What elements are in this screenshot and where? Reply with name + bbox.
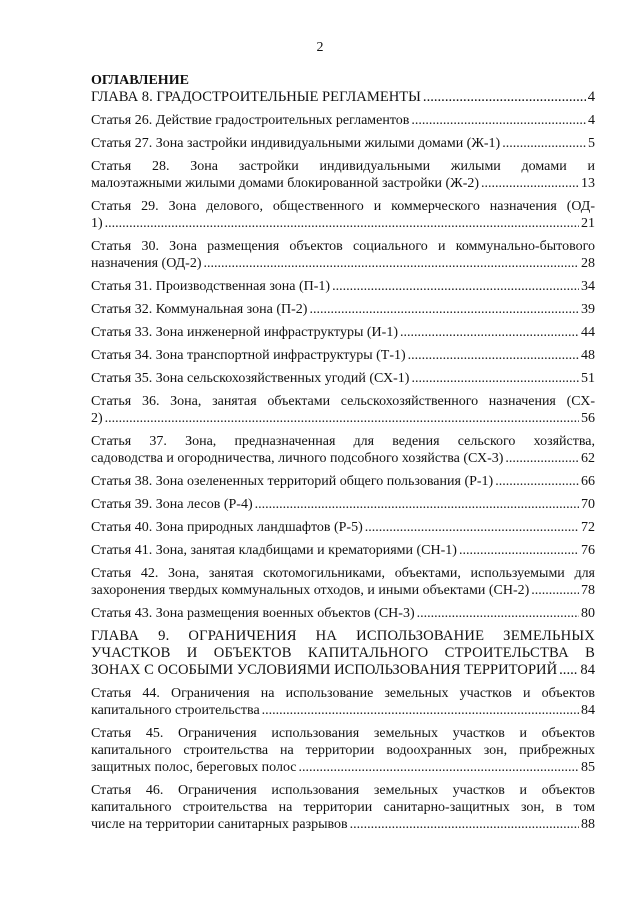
toc-entry[interactable] bbox=[91, 89, 595, 106]
toc-entry-line: ГЛАВА 9. ОГРАНИЧЕНИЯ НА ИСПОЛЬЗОВАНИЕ ЗЕМЕЛЬНЫХ bbox=[91, 628, 595, 644]
toc-entry[interactable] bbox=[91, 782, 595, 833]
toc-entry-title: 1) bbox=[91, 216, 103, 231]
toc-entry-title: Статья 27. Зона застройки индивидуальными жилыми домами (Ж-1) bbox=[91, 136, 501, 151]
toc-entry-page: 39 bbox=[581, 302, 595, 317]
toc-entry-line: Статья 30. Зона размещения объектов социального и коммунально-бытового bbox=[91, 239, 595, 254]
toc-entry-title: капитального строительства bbox=[91, 703, 260, 718]
toc-entry-page: 62 bbox=[581, 451, 595, 466]
toc-entry-title: ЗОНАХ С ОСОБЫМИ УСЛОВИЯМИ ИСПОЛЬЗОВАНИЯ ТЕРРИТОРИЙ bbox=[91, 662, 558, 678]
toc-entry-title: числе на территории санитарных разрывов bbox=[91, 817, 348, 832]
toc-entry[interactable] bbox=[91, 473, 595, 490]
toc-entry-page: 88 bbox=[581, 817, 595, 832]
toc-entry-page: 4 bbox=[587, 89, 595, 105]
dot-leader bbox=[505, 450, 579, 467]
toc-entry-line: Статья 42. Зона, занятая скотомогильниками, объектами, используемыми для bbox=[91, 566, 595, 581]
toc-entry[interactable] bbox=[91, 565, 595, 599]
dot-leader bbox=[105, 215, 579, 232]
toc-entry-line: Статья 45. Ограничения использования земельных участков и объектов bbox=[91, 726, 595, 741]
toc-entry-page: 78 bbox=[581, 583, 595, 598]
toc-entry[interactable] bbox=[91, 393, 595, 427]
toc-entry[interactable] bbox=[91, 301, 595, 318]
toc-entry-title: Статья 38. Зона озелененных территорий общего пользования (Р-1) bbox=[91, 474, 494, 489]
toc-entry[interactable] bbox=[91, 433, 595, 467]
toc-entry[interactable] bbox=[91, 685, 595, 719]
toc-entry-page: 44 bbox=[581, 325, 595, 340]
toc-entry-page: 28 bbox=[581, 256, 595, 271]
toc-entry-line: УЧАСТКОВ И ОБЪЕКТОВ КАПИТАЛЬНОГО СТРОИТЕЛЬСТВА В bbox=[91, 645, 595, 661]
toc-entry-title: Статья 39. Зона лесов (Р-4) bbox=[91, 497, 253, 512]
dot-leader bbox=[459, 542, 579, 559]
page-number: 2 bbox=[316, 40, 324, 55]
toc-entry-line: Статья 28. Зона застройки индивидуальными жилыми домами и bbox=[91, 159, 595, 174]
toc-entry[interactable] bbox=[91, 725, 595, 776]
toc-entry[interactable] bbox=[91, 324, 595, 341]
toc-entry-title: Статья 43. Зона размещения военных объектов (СН-3) bbox=[91, 606, 415, 621]
dot-leader bbox=[262, 702, 579, 719]
toc-entry-page: 4 bbox=[588, 113, 595, 128]
toc-entry-line: Статья 46. Ограничения использования земельных участков и объектов bbox=[91, 783, 595, 798]
dot-leader bbox=[411, 370, 579, 387]
toc-entry-page: 56 bbox=[581, 411, 595, 426]
dot-leader bbox=[365, 519, 579, 536]
dot-leader bbox=[481, 175, 579, 192]
toc-entry-line: Статья 36. Зона, занятая объектами сельскохозяйственного назначения (СХ- bbox=[91, 394, 595, 409]
toc-entry[interactable] bbox=[91, 519, 595, 536]
toc-entries bbox=[91, 89, 595, 833]
dot-leader bbox=[495, 473, 579, 490]
toc-entry[interactable] bbox=[91, 278, 595, 295]
toc-entry[interactable] bbox=[91, 198, 595, 232]
toc-entry[interactable] bbox=[91, 628, 595, 679]
toc-entry-page: 70 bbox=[581, 497, 595, 512]
toc-entry-line: Статья 37. Зона, предназначенная для ведения сельского хозяйства, bbox=[91, 434, 595, 449]
toc-entry-title: Статья 26. Действие градостроительных регламентов bbox=[91, 113, 410, 128]
toc-entry-page: 84 bbox=[581, 703, 595, 718]
dot-leader bbox=[255, 496, 579, 513]
toc-entry[interactable] bbox=[91, 496, 595, 513]
toc-entry-line: капитального строительства на территории санитарно-защитных зон, в том bbox=[91, 800, 595, 815]
toc-entry-title: защитных полос, береговых полос bbox=[91, 760, 297, 775]
toc-entry-line: Статья 29. Зона делового, общественного и коммерческого назначения (ОД- bbox=[91, 199, 595, 214]
toc-entry[interactable] bbox=[91, 542, 595, 559]
toc-entry[interactable] bbox=[91, 347, 595, 364]
dot-leader bbox=[299, 759, 579, 776]
toc-entry-page: 51 bbox=[581, 371, 595, 386]
toc-entry-page: 85 bbox=[581, 760, 595, 775]
toc-entry-title: Статья 40. Зона природных ландшафтов (Р-5) bbox=[91, 520, 363, 535]
toc-entry-line: Статья 44. Ограничения на использование земельных участков и объектов bbox=[91, 686, 595, 701]
toc-entry-title: Статья 41. Зона, занятая кладбищами и крематориями (СН-1) bbox=[91, 543, 457, 558]
dot-leader bbox=[417, 605, 579, 622]
toc-entry-title: Статья 35. Зона сельскохозяйственных угодий (СХ-1) bbox=[91, 371, 410, 386]
dot-leader bbox=[423, 89, 586, 106]
toc-entry-title: Статья 34. Зона транспортной инфраструктуры (Т-1) bbox=[91, 348, 406, 363]
toc-entry-title: ГЛАВА 8. ГРАДОСТРОИТЕЛЬНЫЕ РЕГЛАМЕНТЫ bbox=[91, 89, 421, 105]
toc-entry-page: 76 bbox=[581, 543, 595, 558]
toc-entry-page: 5 bbox=[588, 136, 595, 151]
toc-entry-page: 84 bbox=[580, 662, 595, 678]
toc-entry-line: капитального строительства на территории водоохранных зон, прибрежных bbox=[91, 743, 595, 758]
table-of-contents bbox=[91, 72, 595, 839]
toc-entry-title: малоэтажными жилыми домами блокированной застройки (Ж-2) bbox=[91, 176, 480, 191]
dot-leader bbox=[350, 816, 579, 833]
dot-leader bbox=[411, 112, 586, 129]
toc-entry-page: 72 bbox=[581, 520, 595, 535]
toc-entry-page: 80 bbox=[581, 606, 595, 621]
dot-leader bbox=[502, 135, 586, 152]
toc-entry-title: 2) bbox=[91, 411, 103, 426]
toc-entry-title: Статья 31. Производственная зона (П-1) bbox=[91, 279, 331, 294]
toc-entry-title: Статья 33. Зона инженерной инфраструктуры (И-1) bbox=[91, 325, 398, 340]
toc-entry[interactable] bbox=[91, 135, 595, 152]
dot-leader bbox=[204, 255, 579, 272]
toc-entry[interactable] bbox=[91, 605, 595, 622]
dot-leader bbox=[531, 582, 579, 599]
toc-entry-page: 48 bbox=[581, 348, 595, 363]
toc-entry[interactable] bbox=[91, 112, 595, 129]
toc-entry-title: садоводства и огородничества, личного подсобного хозяйства (СХ-3) bbox=[91, 451, 504, 466]
toc-entry-title: назначения (ОД-2) bbox=[91, 256, 202, 271]
dot-leader bbox=[408, 347, 579, 364]
dot-leader bbox=[309, 301, 579, 318]
toc-entry[interactable] bbox=[91, 158, 595, 192]
dot-leader bbox=[400, 324, 579, 341]
toc-entry-page: 13 bbox=[581, 176, 595, 191]
toc-entry-title: Статья 32. Коммунальная зона (П-2) bbox=[91, 302, 308, 317]
dot-leader bbox=[559, 662, 578, 679]
toc-entry-title: захоронения твердых коммунальных отходов, и иными объектами (СН-2) bbox=[91, 583, 530, 598]
toc-entry-page: 66 bbox=[581, 474, 595, 489]
dot-leader bbox=[332, 278, 579, 295]
toc-entry[interactable] bbox=[91, 238, 595, 272]
toc-title: ОГЛАВЛЕНИЕ bbox=[91, 73, 189, 88]
toc-entry-page: 21 bbox=[581, 216, 595, 231]
dot-leader bbox=[105, 410, 579, 427]
toc-entry[interactable] bbox=[91, 370, 595, 387]
toc-entry-page: 34 bbox=[581, 279, 595, 294]
